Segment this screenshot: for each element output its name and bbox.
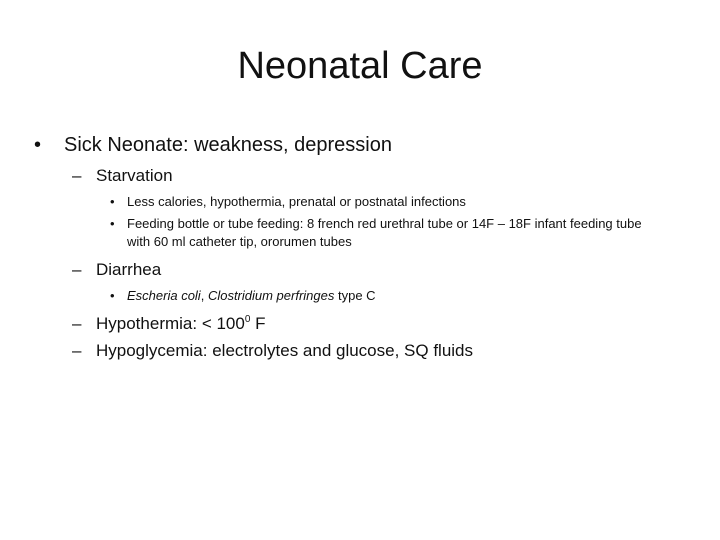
bullet-marker: • (110, 288, 115, 303)
degree-superscript: 0 (244, 314, 251, 325)
escheria-coli: Escheria coli (127, 288, 201, 303)
type-label: type C (334, 288, 376, 303)
dash-marker: – (72, 260, 82, 279)
dash-marker: – (72, 314, 82, 333)
bullet-text: Sick Neonate: weakness, depression (64, 134, 392, 156)
bullet-text: Starvation (96, 166, 173, 185)
bullet-text: Feeding bottle or tube feeding: 8 french red urethral tube or 14F – 18F infant feeding tube with 60 ml catheter tip, ororumen tubes (127, 216, 642, 249)
hypothermia-text: Hypothermia: < 100 (96, 314, 245, 333)
bullet-marker: • (110, 194, 115, 209)
bullet-text (96, 313, 266, 335)
dash-marker: – (72, 166, 82, 185)
bullet-marker: • (110, 216, 115, 231)
bullet-text (127, 287, 376, 304)
bullet-text: Hypoglycemia: electrolytes and glucose, SQ fluids (96, 341, 474, 360)
bullet-marker: • (34, 134, 42, 156)
bullet-text: Less calories, hypothermia, prenatal or postnatal infections (127, 194, 466, 209)
hypothermia-unit: F (250, 314, 266, 333)
dash-marker: – (72, 341, 82, 360)
separator: , (200, 288, 208, 303)
slide-title: Neonatal Care (237, 45, 483, 87)
bullet-text: Diarrhea (96, 260, 162, 279)
clostridium: Clostridium perfringes (207, 288, 335, 303)
